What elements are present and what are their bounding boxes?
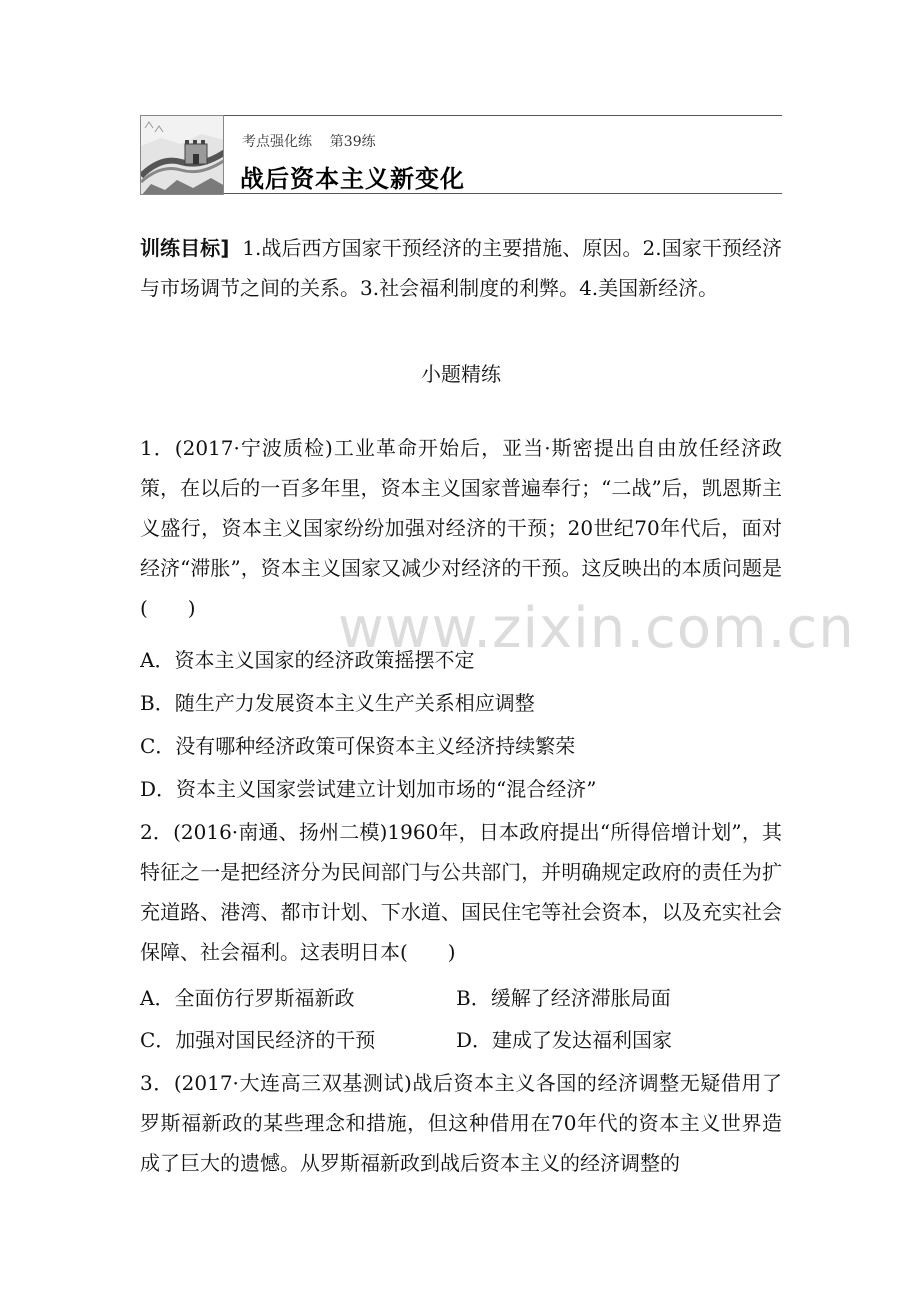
question-2-stem: [140, 812, 782, 972]
watermark: www.zixin.com.cn: [338, 596, 855, 661]
question-1-text: 1．(2017·宁波质检)工业革命开始后，亚当·斯密提出自由放任经济政策，在以后的一百多年里，资本主义国家普遍奉行；“二战”后，凯恩斯主义盛行，资本主义国家纷纷加强对经济的干预；20世纪70年代后，面对经济“滞胀”，资本主义国家又减少对经济的干预。这反映出的本质问题是( ): [140, 436, 782, 620]
question-1-stem: [140, 428, 782, 628]
great-wall-icon: [140, 115, 224, 195]
question-3-text: 3．(2017·大连高三双基测试)战后资本主义各国的经济调整无疑借用了罗斯福新政的某些理念和措施，但这种借用在70年代的资本主义世界造成了巨大的遗憾。从罗斯福新政到战后资本主义的经济调整的: [140, 1071, 782, 1175]
question-2-text: 2．(2016·南通、扬州二模)1960年，日本政府提出“所得倍增计划”，其特征之一是把经济分为民间部门与公共部门，并明确规定政府的责任为扩充道路、港湾、都市计划、下水道、国民住宅等社会资本，以及充实社会保障、社会福利。这表明日本( ): [140, 820, 782, 964]
question-2-option-c[interactable]: C．加强对国民经济的干预: [140, 1028, 376, 1052]
lesson-title: 战后资本主义新变化: [240, 165, 465, 193]
question-2-option-d[interactable]: D．建成了发达福利国家: [456, 1028, 673, 1052]
question-1-option-d[interactable]: D．资本主义国家尝试建立计划加市场的“混合经济”: [140, 777, 597, 801]
section-title: 小题精练: [421, 362, 501, 386]
question-2-option-a[interactable]: A．全面仿行罗斯福新政: [140, 986, 355, 1010]
lesson-kicker: 考点强化练 第39练: [242, 134, 376, 150]
question-3-stem: [140, 1063, 782, 1183]
objective-label: 训练目标]: [140, 236, 230, 260]
training-objective: [140, 228, 782, 308]
objective-text: 1.战后西方国家干预经济的主要措施、原因。2.国家干预经济与市场调节之间的关系。3.社会福利制度的利弊。4.美国新经济。: [140, 236, 782, 300]
header-top-rule: [224, 115, 782, 116]
question-2-option-b[interactable]: B．缓解了经济滞胀局面: [456, 986, 671, 1010]
question-1-option-c[interactable]: C．没有哪种经济政策可保资本主义经济持续繁荣: [140, 734, 576, 758]
question-1-option-a[interactable]: A．资本主义国家的经济政策摇摆不定: [140, 648, 475, 672]
header-bottom-rule: [224, 193, 782, 194]
lesson-header: [140, 115, 782, 195]
question-1-option-b[interactable]: B．随生产力发展资本主义生产关系相应调整: [140, 691, 535, 715]
